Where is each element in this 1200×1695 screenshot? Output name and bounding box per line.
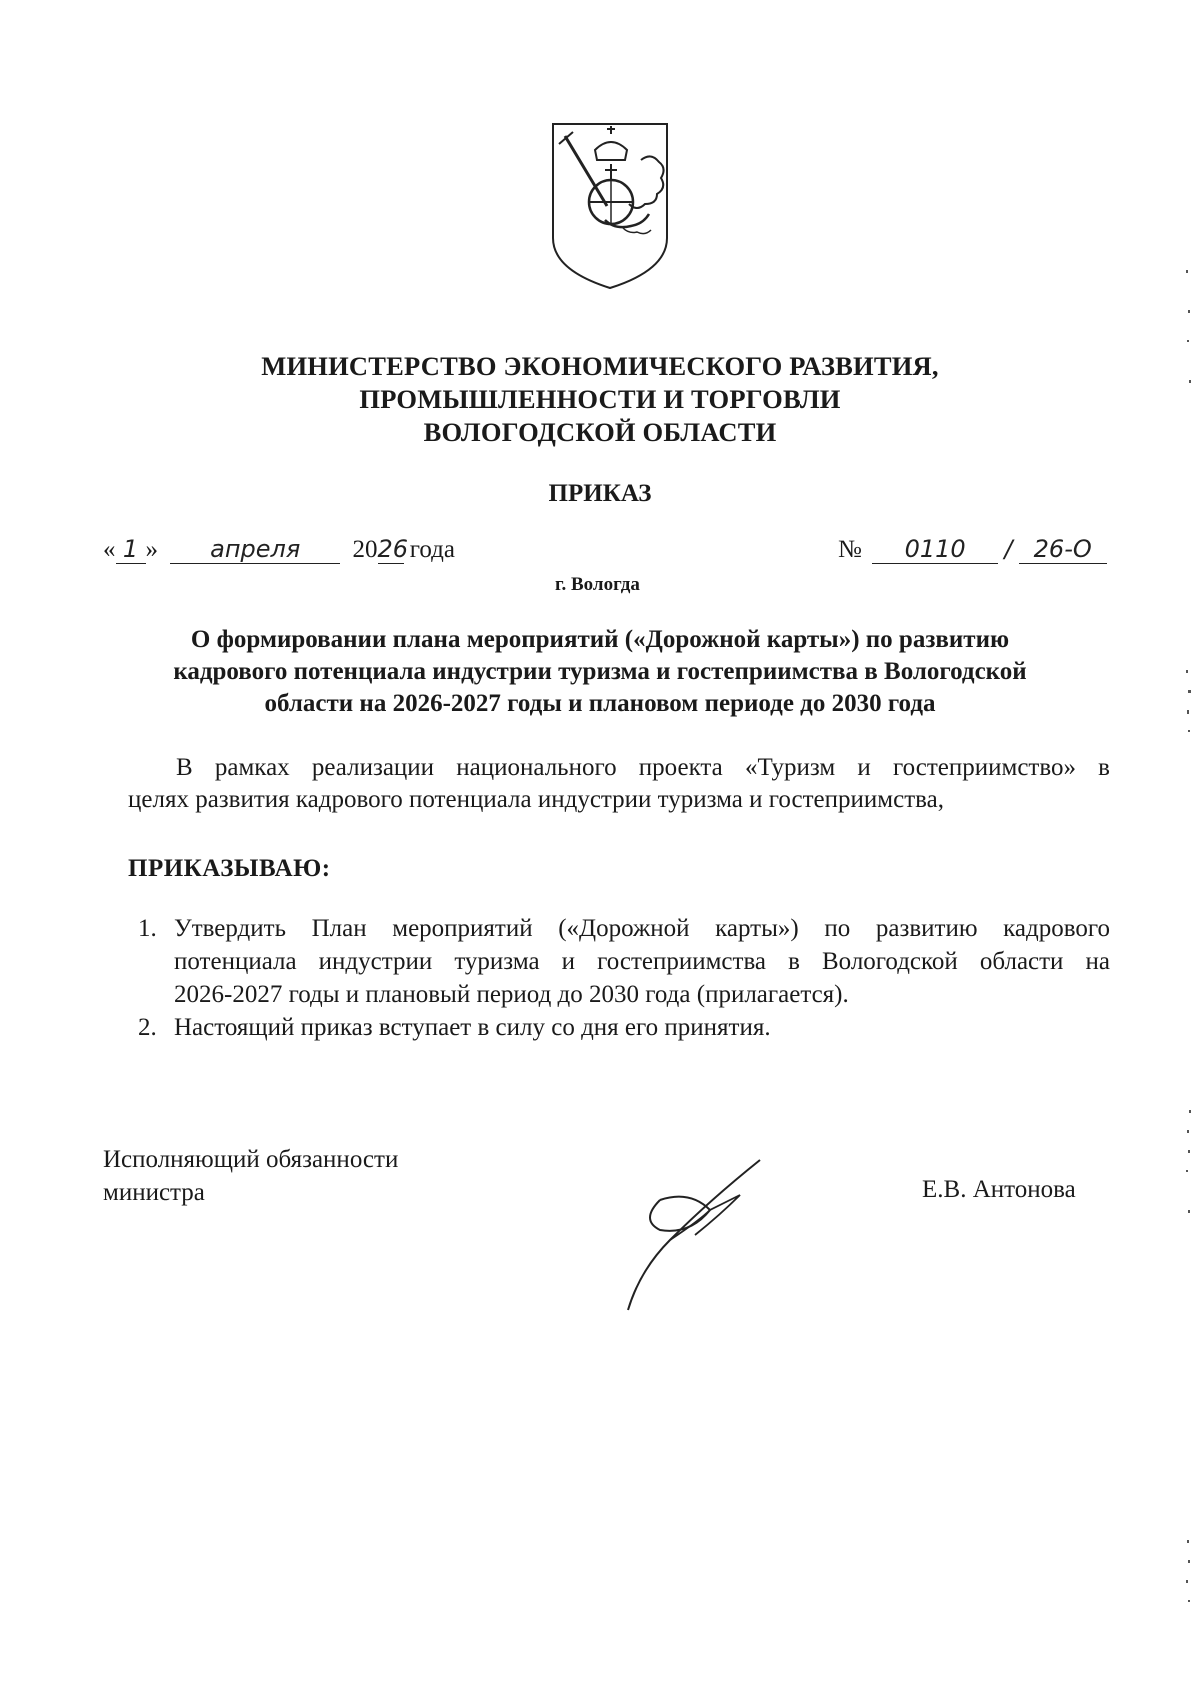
ministry-header — [0, 350, 1200, 449]
order-items — [138, 912, 1110, 1044]
city: г. Вологда — [555, 574, 640, 595]
title-line-1: О формировании плана мероприятий («Дорожной карты») по развитию — [190, 626, 1010, 653]
document-date — [103, 535, 455, 569]
number-separator: / — [1004, 535, 1013, 563]
title-line-3: области на 2026-2027 годы и плановом периоде до 2030 года — [264, 690, 936, 717]
position-line-1: Исполняющий обязанности — [103, 1146, 399, 1173]
intro-line-1: В рамках реализации национального проекта «Туризм и гостеприимство» в — [176, 754, 1110, 781]
date-close-quote: » — [145, 536, 158, 563]
document-title — [0, 624, 1200, 720]
item-1-line-2: потенциала индустрии туризма и гостеприимства в Вологодской области на — [174, 948, 1110, 975]
number-part-2: 26-О — [1019, 535, 1107, 564]
intro-paragraph — [128, 752, 1110, 816]
item-number: 1. — [138, 915, 157, 942]
document-number — [838, 535, 1107, 569]
date-day: 1 — [116, 535, 146, 564]
signatory-name: Е.В. Антонова — [922, 1176, 1076, 1203]
header-line-1: МИНИСТЕРСТВО ЭКОНОМИЧЕСКОГО РАЗВИТИЯ, — [261, 351, 939, 381]
item-1-line-3: 2026-2027 годы и плановый период до 2030 года (прилагается). — [174, 981, 849, 1008]
date-year-suffix: 26 — [377, 535, 409, 563]
scan-margin-marks — [1178, 250, 1198, 1650]
number-part-1: 0110 — [872, 535, 998, 564]
header-line-3: ВОЛОГОДСКОЙ ОБЛАСТИ — [423, 417, 777, 447]
item-1-line-1: Утвердить План мероприятий («Дорожной карты») по развитию кадрового — [174, 915, 1110, 942]
signatory-position — [103, 1143, 398, 1209]
document-type: ПРИКАЗ — [548, 480, 652, 507]
date-year-prefix: 20 — [352, 536, 378, 563]
date-open-quote: « — [103, 536, 116, 563]
number-sign: № — [838, 536, 862, 563]
coat-of-arms-icon — [545, 120, 675, 290]
header-line-2: ПРОМЫШЛЕННОСТИ И ТОРГОВЛИ — [359, 384, 841, 414]
order-item — [138, 1011, 1110, 1044]
order-word: ПРИКАЗЫВАЮ: — [128, 855, 331, 882]
handwritten-signature-icon — [600, 1140, 780, 1320]
intro-line-2: целях развития кадрового потенциала индустрии туризма и гостеприимства, — [128, 786, 944, 813]
item-number: 2. — [138, 1014, 157, 1041]
title-line-2: кадрового потенциала индустрии туризма и гостеприимства в Вологодской — [173, 658, 1027, 685]
date-month: апреля — [170, 535, 340, 564]
date-year-word: года — [409, 536, 455, 563]
position-line-2: министра — [103, 1179, 205, 1206]
order-item — [138, 912, 1110, 1011]
item-2-line-1: Настоящий приказ вступает в силу со дня его принятия. — [174, 1014, 771, 1041]
